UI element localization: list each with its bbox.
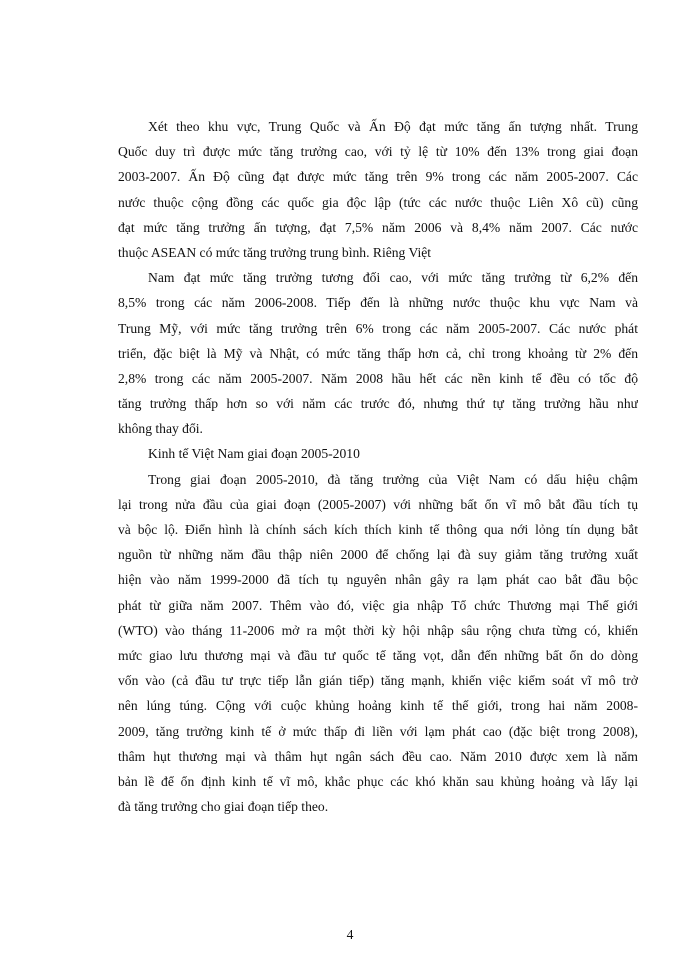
text-line: nên lúng túng. Cộng với cuộc khủng hoảng kinh tế thế giới, trong hai năm 2008- (118, 698, 638, 714)
text-line: Quốc duy trì được mức tăng trưởng cao, với tỷ lệ từ 10% đến 13% trong giai đoạn (118, 144, 638, 160)
text-line: thâm hụt thương mại và thâm hụt ngân sách đều cao. Năm 2010 được xem là năm (118, 748, 638, 764)
text-line: nguồn từ những năm đầu thập niên 2000 để chống lại đà suy giảm tăng trưởng xuất (118, 547, 638, 563)
text-line: vốn vào (cả đầu tư trực tiếp lẫn gián tiếp) tăng mạnh, khiến việc kiểm soát vĩ mô trở (118, 673, 638, 689)
page-number: 4 (346, 927, 354, 942)
text-line: tăng trưởng thấp hơn so với năm các trước đó, nhưng thứ tự tăng trưởng hầu như (118, 396, 638, 412)
text-line: Kinh tế Việt Nam giai đoạn 2005-2010 (148, 446, 360, 462)
text-line: Xét theo khu vực, Trung Quốc và Ấn Độ đạt mức tăng ấn tượng nhất. Trung (148, 119, 638, 134)
text-line: bản lề để ổn định kinh tế vĩ mô, khắc phục các khó khăn sau khủng hoảng và lấy lại (118, 773, 638, 789)
text-line: Nam đạt mức tăng trưởng tương đối cao, với mức tăng trưởng từ 6,2% đến (148, 270, 638, 286)
text-line: không thay đổi. (118, 421, 203, 437)
text-line: thuộc ASEAN có mức tăng trưởng trung bình. Riêng Việt (118, 244, 432, 260)
text-line: (WTO) vào tháng 11-2006 mở ra một thời kỳ hội nhập sâu rộng chưa từng có, khiến (118, 622, 638, 638)
text-line: Trong giai đoạn 2005-2010, đà tăng trưởng của Việt Nam có dấu hiệu chậm (148, 471, 638, 487)
body-text (118, 114, 638, 819)
text-line: và bộc lộ. Điển hình là chính sách kích thích kinh tế thông qua nới lỏng tín dụng bắt (118, 522, 638, 537)
text-line: triển, đặc biệt là Mỹ và Nhật, có mức tăng thấp hơn cả, chỉ trong khoảng từ 2% đến (118, 345, 638, 361)
text-line: nước thuộc cộng đồng các quốc gia độc lập (tức các nước thuộc Liên Xô cũ) cũng (118, 194, 638, 210)
text-line: hiện vào năm 1999-2000 đã tích tụ nguyên nhân gây ra lạm phát cao bắt đầu bộc (118, 572, 638, 588)
text-line: đạt mức tăng trưởng ấn tượng, đạt 7,5% năm 2006 và 8,4% năm 2007. Các nước (118, 219, 638, 235)
text-line: lại trong nửa đầu của giai đoạn (2005-2007) với những bất ổn vĩ mô bắt đầu tích tụ (118, 496, 638, 512)
text-line: 2009, tăng trưởng kinh tế ở mức thấp đi liền với lạm phát cao (đặc biệt trong 2008), (118, 723, 638, 739)
text-line: phát từ giữa năm 2007. Thêm vào đó, việc gia nhập Tổ chức Thương mại Thế giới (118, 597, 638, 613)
text-line: mức giao lưu thương mại và đầu tư quốc tế tăng vọt, dẫn đến những bất ổn do dòng (118, 647, 638, 663)
text-line: đà tăng trưởng cho giai đoạn tiếp theo. (118, 799, 329, 815)
text-line: 2003-2007. Ấn Độ cũng đạt được mức tăng trên 9% trong các năm 2005-2007. Các (118, 169, 638, 185)
text-line: 8,5% trong các năm 2006-2008. Tiếp đến là những nước thuộc khu vực Nam và (118, 295, 638, 311)
text-line: 2,8% trong các năm 2005-2007. Năm 2008 hầu hết các nền kinh tế đều có tốc độ (118, 370, 638, 386)
text-line: Trung Mỹ, với mức tăng trưởng trên 6% trong các năm 2005-2007. Các nước phát (118, 320, 638, 336)
